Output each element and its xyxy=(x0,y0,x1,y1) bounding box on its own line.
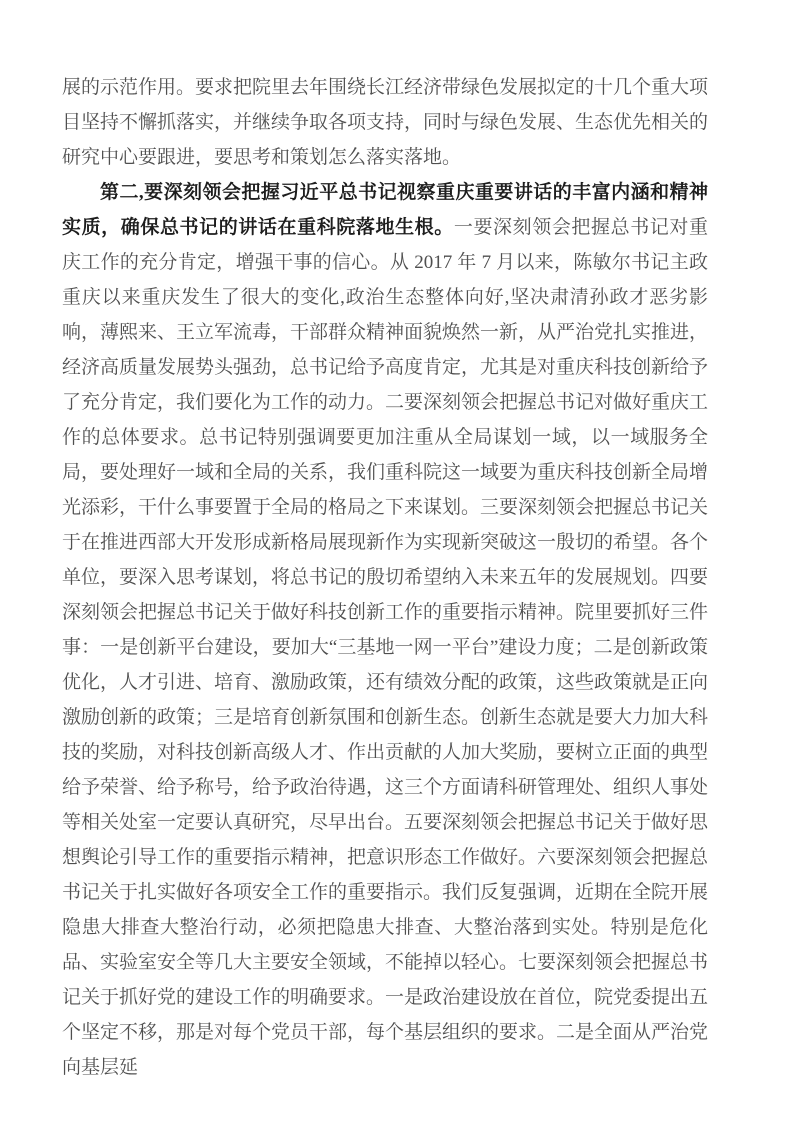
document-body xyxy=(62,70,708,1085)
paragraph-continuation-text: 展的示范作用。要求把院里去年围绕长江经济带绿色发展拟定的十几个重大项目坚持不懈抓落实，并继续争取各项支持，同时与绿色发展、生态优先相关的研究中心要跟进，要思考和策划怎么落实落地。 xyxy=(62,77,709,168)
paragraph-continuation xyxy=(62,70,708,175)
paragraph-second-point-bold-lead: 第二,要深刻领会把握习近平总书记视察重庆重要讲话的丰富内涵和精神实质，确保总书记的讲话在重科院落地生根。 xyxy=(62,182,708,238)
paragraph-second-point-body: 一要深刻领会把握总书记对重庆工作的充分肯定，增强干事的信心。从 2017 年 7 月以来，陈敏尔书记主政重庆以来重庆发生了很大的变化,政治生态整体向好,坚决肃清孙政才恶劣影响，薄熙来、王立军流毒，干部群众精神面貌焕然一新，从严治党扎实推进，经济高质量发展势头强劲，总书记给予高度肯定，尤其是对重庆科技创新给予了充分肯定，我们要化为工作的动力。二要深刻领会把握总书记对做好重庆工作的总体要求。总书记特别强调要更加注重从全局谋划一域，以一域服务全局，要处理好一域和全局的关系，我们重科院这一域要为重庆科技创新全局增光添彩，干什么事要置于全局的格局之下来谋划。三要深刻领会把握总书记关于在推进西部大开发形成新格局展现新作为实现新突破这一殷切的希望。各个单位，要深入思考谋划，将总书记的殷切希望纳入未来五年的发展规划。四要深刻领会把握总书记关于做好科技创新工作的重要指示精神。院里要抓好三件事：一是创新平台建设，要加大“三基地一网一平台”建设力度；二是创新政策优化，人才引进、培育、激励政策，还有绩效分配的政策，这些政策就是正向激励创新的政策；三是培育创新氛围和创新生态。创新生态就是要大力加大科技的奖励，对科技创新高级人才、作出贡献的人加大奖励，要树立正面的典型给予荣誉、给予称号，给予政治待遇，这三个方面请科研管理处、组织人事处等相关处室一定要认真研究，尽早出台。五要深刻领会把握总书记关于做好思想舆论引导工作的重要指示精神，把意识形态工作做好。六要深刻领会把握总书记关于扎实做好各项安全工作的重要指示。我们反复强调，近期在全院开展隐患大排查大整治行动，必须把隐患大排查、大整治落到实处。特别是危化品、实验室安全等几大主要安全领域，不能掉以轻心。七要深刻领会把握总书记关于抓好党的建设工作的明确要求。一是政治建设放在首位，院党委提出五个坚定不移，那是对每个党员干部，每个基层组织的要求。二是全面从严治党向基层延 xyxy=(62,217,709,1078)
paragraph-second-point xyxy=(62,175,708,1085)
